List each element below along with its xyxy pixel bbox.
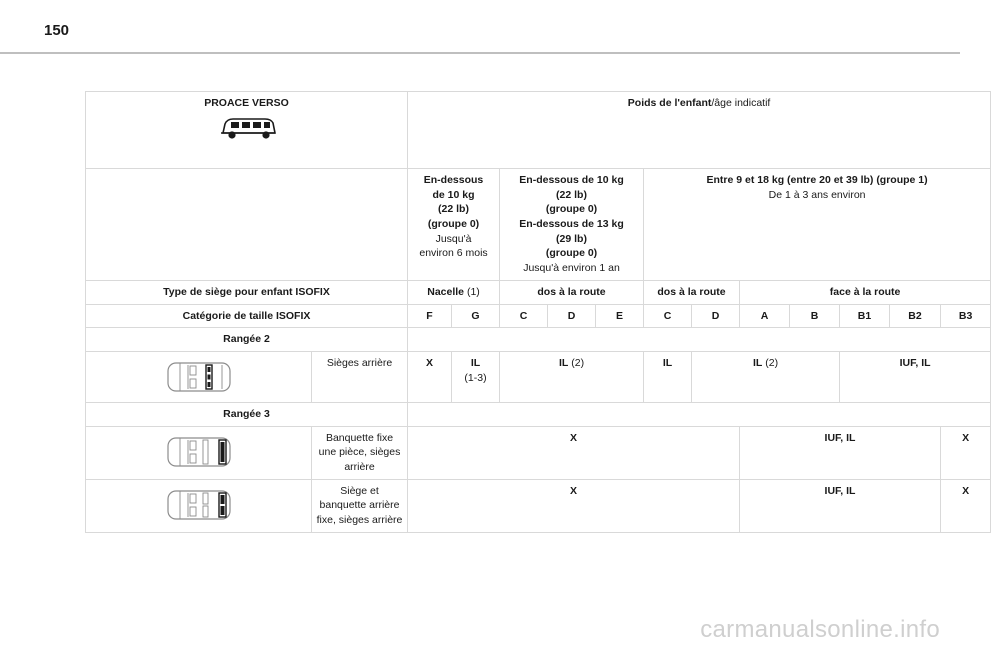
row2-value bbox=[408, 351, 452, 402]
seat-label-line: Siège et bbox=[340, 484, 379, 497]
row3-value bbox=[740, 426, 941, 479]
row3-value bbox=[408, 426, 740, 479]
row2-seats-row bbox=[86, 351, 991, 402]
weight-text: En-dessous bbox=[423, 174, 484, 186]
size-class: C bbox=[644, 304, 692, 328]
compat-note: (1-3) bbox=[464, 371, 487, 384]
row3-seat-label bbox=[312, 426, 408, 479]
size-class: A bbox=[740, 304, 790, 328]
age-text: Jusqu'à bbox=[435, 232, 472, 245]
seat-type-row bbox=[86, 280, 991, 304]
seat-type-text: dos à la route bbox=[657, 285, 726, 298]
row3-value bbox=[941, 426, 991, 479]
seat-label-line: banquette arrière bbox=[319, 499, 400, 512]
compat-note: (2) bbox=[568, 356, 585, 369]
vehicle-name: PROACE VERSO bbox=[204, 97, 289, 109]
size-class: D bbox=[548, 304, 596, 328]
watermark: carmanualsonline.info bbox=[700, 616, 940, 643]
size-class: B bbox=[790, 304, 840, 328]
weight-group-2 bbox=[644, 169, 991, 281]
size-class-row bbox=[86, 304, 991, 328]
size-class: F bbox=[408, 304, 452, 328]
size-class: D bbox=[692, 304, 740, 328]
size-class: C bbox=[500, 304, 548, 328]
weight-text: de 10 kg bbox=[432, 188, 475, 201]
age-text: De 1 à 3 ans environ bbox=[768, 188, 866, 201]
compat-mark: IL bbox=[752, 356, 763, 369]
compat-mark: IUF, IL bbox=[824, 484, 856, 497]
compat-mark: X bbox=[570, 431, 578, 444]
row3-value bbox=[740, 479, 941, 532]
weight-text: En-dessous de 10 kg bbox=[519, 174, 624, 186]
row2-heading: Rangée 2 bbox=[86, 328, 408, 352]
weight-header-cell bbox=[408, 92, 991, 169]
empty-cell bbox=[408, 328, 991, 352]
compat-mark: IL bbox=[558, 356, 569, 369]
row3-heading-row bbox=[86, 402, 991, 426]
row2-seat-label: Sièges arrière bbox=[312, 351, 408, 402]
seat-type-text: face à la route bbox=[829, 285, 901, 298]
compat-mark: IUF, IL bbox=[824, 431, 856, 444]
row2-value bbox=[840, 351, 991, 402]
weight-text: (22 lb) bbox=[438, 203, 469, 216]
isofix-compatibility-table bbox=[85, 91, 991, 533]
age-text: Jusqu'à environ 1 an bbox=[523, 262, 620, 275]
row3-value bbox=[941, 479, 991, 532]
row3-seat-row bbox=[86, 479, 991, 532]
compat-note: (2) bbox=[762, 356, 779, 369]
seat-type-3 bbox=[740, 280, 991, 304]
size-class-label: Catégorie de taille ISOFIX bbox=[86, 304, 408, 328]
row3-seat-row bbox=[86, 426, 991, 479]
compat-mark: X bbox=[962, 431, 970, 444]
seat-type-1 bbox=[500, 280, 644, 304]
seat-diagram-cell bbox=[86, 479, 312, 532]
weight-header-bold: Poids de l'enfant bbox=[627, 97, 712, 109]
weight-group-row bbox=[86, 169, 991, 281]
seat-label-line: fixe, sièges arrière bbox=[316, 514, 403, 526]
compat-mark: X bbox=[962, 484, 970, 497]
vehicle-cell bbox=[86, 92, 408, 169]
seat-type-note: (1) bbox=[464, 285, 480, 298]
seat-diagram-cell bbox=[86, 351, 312, 402]
size-class: B1 bbox=[840, 304, 890, 328]
seat-label-line: Banquette fixe bbox=[325, 431, 394, 444]
van-side-icon bbox=[217, 115, 277, 141]
row2-value bbox=[452, 351, 500, 402]
seat-layout-row3-bench-icon bbox=[166, 435, 232, 469]
compat-mark: X bbox=[570, 484, 578, 497]
seat-label-line: arrière bbox=[344, 460, 375, 473]
weight-text: (22 lb) bbox=[556, 188, 587, 201]
size-class: B2 bbox=[890, 304, 941, 328]
weight-group-0 bbox=[408, 169, 500, 281]
row2-heading-row bbox=[86, 328, 991, 352]
weight-text: (groupe 0) bbox=[545, 247, 598, 260]
weight-text: Entre 9 et 18 kg (entre 20 et 39 lb) (groupe 1) bbox=[706, 174, 928, 186]
compat-mark: X bbox=[426, 356, 434, 369]
header-rule bbox=[0, 52, 960, 54]
empty-cell bbox=[408, 402, 991, 426]
seat-label-line: une pièce, sièges bbox=[318, 446, 401, 459]
weight-text: (29 lb) bbox=[556, 232, 587, 245]
weight-text: En-dessous de 13 kg bbox=[519, 218, 624, 231]
seat-layout-row3-seat-bench-icon bbox=[166, 488, 232, 522]
row2-value bbox=[500, 351, 644, 402]
seat-type-2 bbox=[644, 280, 740, 304]
size-class: G bbox=[452, 304, 500, 328]
header-row bbox=[86, 92, 991, 169]
seat-type-0 bbox=[408, 280, 500, 304]
row3-seat-label bbox=[312, 479, 408, 532]
weight-group-1 bbox=[500, 169, 644, 281]
row2-value bbox=[644, 351, 692, 402]
weight-text: (groupe 0) bbox=[427, 218, 480, 231]
seat-layout-row2-icon bbox=[166, 360, 232, 394]
size-class: E bbox=[596, 304, 644, 328]
age-text: environ 6 mois bbox=[419, 247, 488, 260]
seat-type-text: dos à la route bbox=[537, 285, 606, 298]
seat-type-text: Nacelle bbox=[427, 285, 465, 298]
compat-mark: IUF, IL bbox=[899, 356, 931, 369]
seat-type-label: Type de siège pour enfant ISOFIX bbox=[86, 280, 408, 304]
row2-value bbox=[692, 351, 840, 402]
weight-header-rest: /âge indicatif bbox=[711, 97, 771, 109]
compat-mark: IL bbox=[662, 356, 673, 369]
compat-mark: IL bbox=[470, 356, 481, 369]
row3-heading: Rangée 3 bbox=[86, 402, 408, 426]
page-number: 150 bbox=[44, 22, 70, 39]
empty-cell bbox=[86, 169, 408, 281]
size-class: B3 bbox=[941, 304, 991, 328]
weight-text: (groupe 0) bbox=[545, 203, 598, 216]
seat-diagram-cell bbox=[86, 426, 312, 479]
row3-value bbox=[408, 479, 740, 532]
